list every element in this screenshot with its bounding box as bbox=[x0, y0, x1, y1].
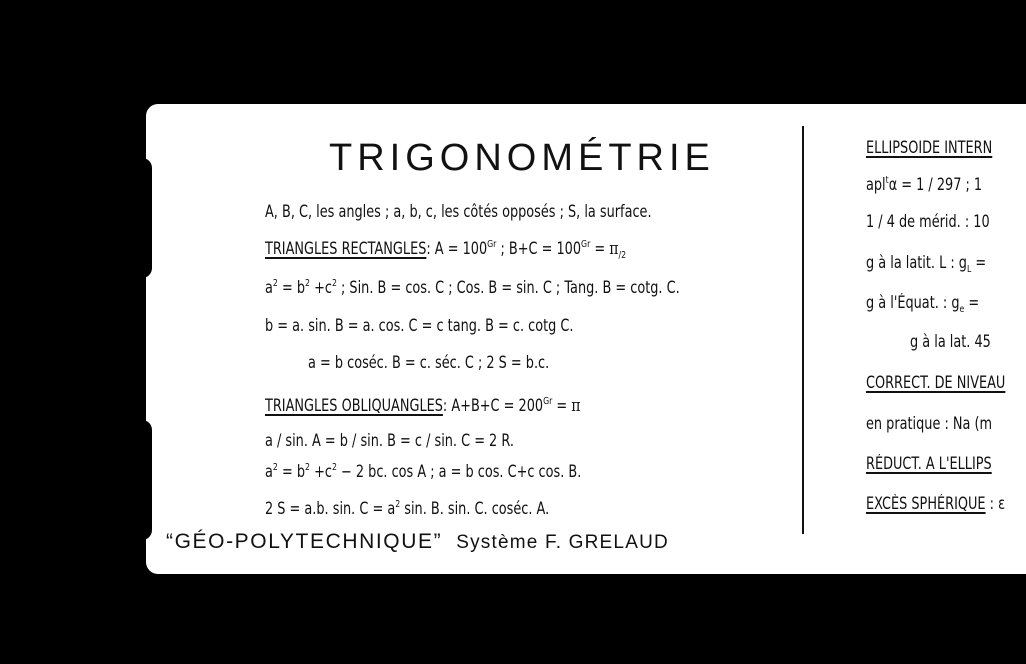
intro-line: A, B, C, les angles ; a, b, c, les côtés opposés ; S, la surface. bbox=[265, 202, 652, 221]
card-notch-top bbox=[140, 158, 152, 278]
area-line: 2 S = a.b. sin. $C = a^2$ sin. B. sin. C. coséc. A. bbox=[265, 499, 550, 518]
card-notch-bottom bbox=[140, 420, 152, 540]
cosine-law-line: $a^2 = b^2 +c^2 - 2$ bc. cos A ; a = b cos. C+c cos. B. bbox=[265, 462, 582, 481]
page-title: TRIGONOMÉTRIE bbox=[329, 137, 715, 179]
a-line: a = b coséc. B = c. séc. C ; 2 S = b.c. bbox=[308, 353, 550, 372]
aplatissement-line: apl$^t$α = 1 / 297 ; 1 bbox=[866, 175, 983, 194]
rect-line: TRIANGLES RECTANGLES: $A = 100^{Gr}$ ; $B+C = 100^{Gr} = \pi_{/2}$ bbox=[265, 238, 627, 261]
exces-line: EXCÈS SPHÉRIQUE : ε bbox=[866, 494, 1006, 513]
exces-heading: EXCÈS SPHÉRIQUE bbox=[866, 494, 986, 513]
g-equator-line: g à l'Équat. : $g_e$ = bbox=[866, 293, 980, 315]
b-line: b = a. sin. B = a. cos. C = c tang. B = c. cotg C. bbox=[265, 316, 574, 335]
brand-system: Système F. GRELAUD bbox=[456, 532, 669, 553]
g-latitude-line: g à la latit. L : $g_L$ = bbox=[866, 253, 987, 275]
reduction-heading: RÉDUCT. A L'ELLIPS bbox=[866, 454, 992, 473]
pythag-line: $a^2 = b^2 +c^2$ ; Sin. B = cos. C ; Cos. B = sin. C ; Tang. B = cotg. C. bbox=[265, 278, 680, 297]
correction-heading: CORRECT. DE NIVEAU bbox=[866, 373, 1006, 392]
sine-law-line: a / sin. A = b / sin. B = c / sin. C = 2 R. bbox=[265, 431, 514, 450]
obl-heading: TRIANGLES OBLIQUANGLES bbox=[265, 396, 443, 415]
rect-heading: TRIANGLES RECTANGLES bbox=[265, 239, 427, 258]
meridian-line: 1 / 4 de mérid. : 10 bbox=[866, 212, 990, 231]
brand-name: “GÉO-POLYTECHNIQUE” bbox=[166, 530, 443, 553]
pratique-line: en pratique : Na (m bbox=[866, 414, 993, 433]
ellipsoid-heading: ELLIPSOIDE INTERN bbox=[866, 138, 993, 157]
obl-line: TRIANGLES OBLIQUANGLES: $A+B+C = 200^{Gr} = \pi$ bbox=[265, 395, 581, 416]
g-45-line: g à la lat. 45 bbox=[910, 332, 991, 351]
brand-footer bbox=[166, 530, 669, 554]
column-divider bbox=[802, 126, 804, 534]
pi-symbol: π bbox=[609, 238, 619, 259]
